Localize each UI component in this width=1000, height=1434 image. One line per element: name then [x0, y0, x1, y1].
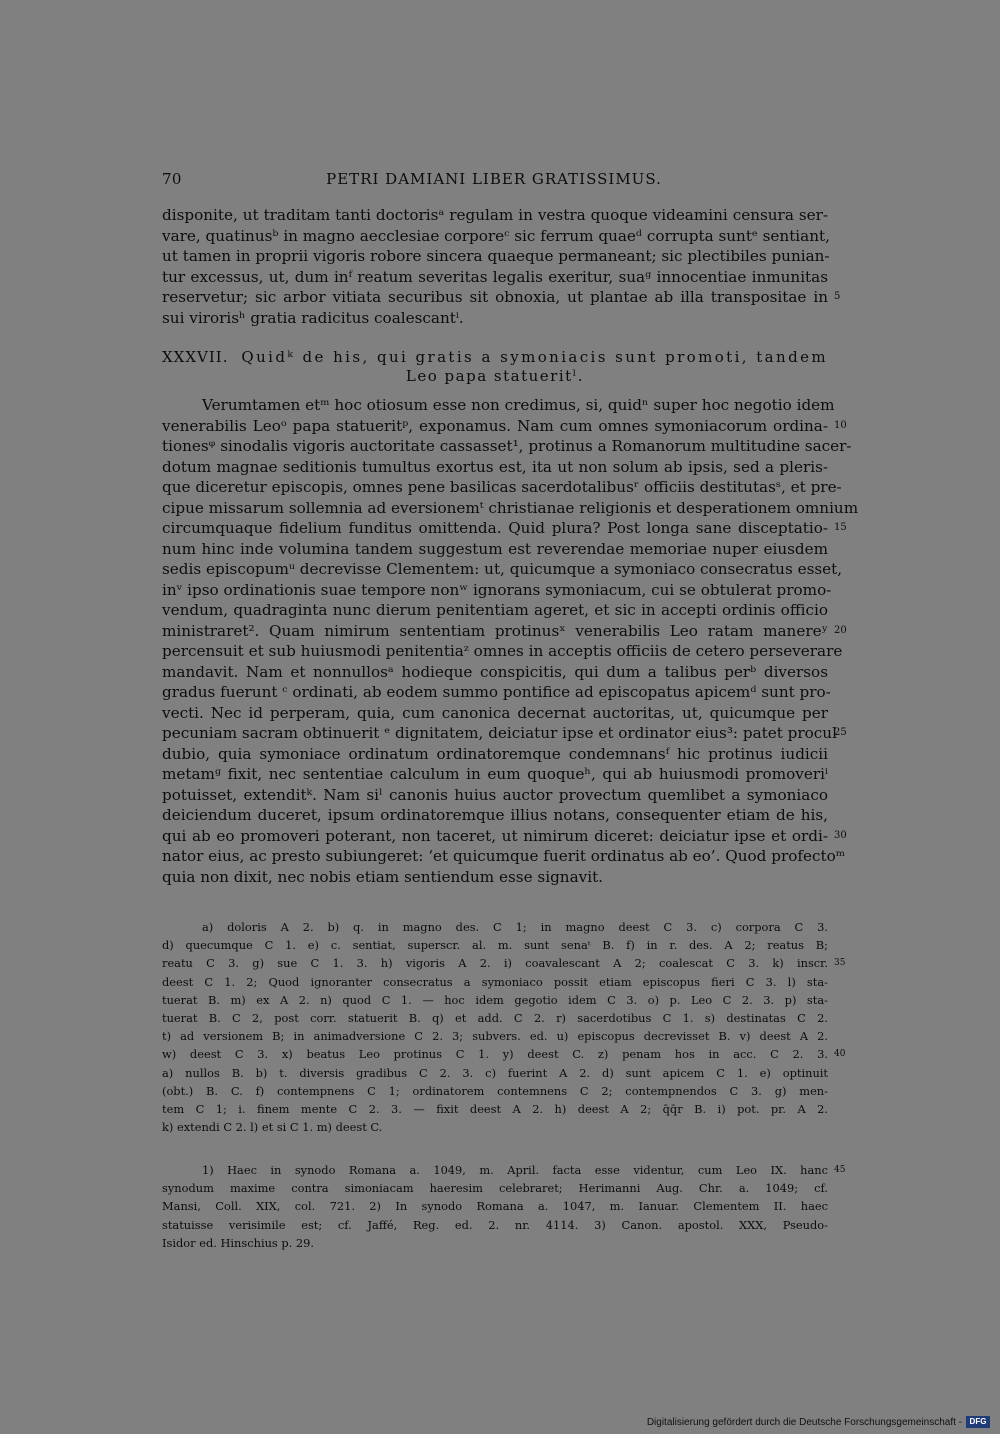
apparatus-line: [162, 1045, 846, 1063]
body-text-line-text: reservetur; sic arbor vitiata securibus sit obnoxia, ut plantae ab illa transpositae in: [162, 288, 828, 306]
body-text-line-text: venerabilis Leoᵒ papa statueritᵖ, exponamus. Nam cum omnes symoniacorum ordina-: [162, 416, 828, 435]
body-text-line: [162, 287, 841, 308]
apparatus-line: [162, 1009, 828, 1027]
line-number: 45: [834, 1165, 846, 1175]
line-number: 25: [834, 727, 847, 738]
credit-text: Digitalisierung gefördert durch die Deutsche Forschungsgemeinschaft -: [646, 1416, 962, 1428]
page-number: 70: [162, 170, 182, 188]
body-text-line: [162, 580, 832, 601]
apparatus-line-text: (obt.) B. C. f) contempnens C 1; ordinatorem contemnens C 2; contempnendos C 3. g) men-: [162, 1083, 828, 1098]
apparatus-line-text: k) extendi C 2. l) et si C 1. m) deest C.: [162, 1120, 383, 1135]
apparatus-line-text: a) nullos B. b) t. diversis gradibus C 2. 3. c) fuerint A 2. d) sunt apicem C 1. e) optinuit: [162, 1065, 828, 1080]
line-number: 30: [834, 829, 847, 841]
chapter-number: XXXVII.: [162, 348, 229, 366]
apparatus-line-text: tuerat B. m) ex A 2. n) quod C 1. — hoc idem gegotio idem C 3. o) p. Leo C 2. 3. p) sta-: [162, 992, 828, 1007]
chapter-title-line-1: Quidᵏ de his, qui gratis a symoniacis sunt promoti, tandem: [241, 348, 828, 366]
apparatus-line: [162, 991, 828, 1009]
line-number: 5: [834, 291, 841, 302]
body-text-line: [162, 703, 828, 724]
footnote-line-text: Isidor ed. Hinschius p. 29.: [162, 1235, 315, 1250]
body-text-line: [162, 682, 831, 703]
running-title: PETRI DAMIANI LIBER GRATISSIMUS.: [326, 170, 662, 188]
footnote-line-text: statuisse verisimile est; cf. Jaffé, Reg. ed. 2. nr. 4114. 3) Canon. apostol. XXX, Pseudo-: [162, 1217, 828, 1232]
footnote-line: [162, 1216, 828, 1234]
apparatus-line-text: tuerat B. C 2, post corr. statuerit B. q) et add. C 2. r) sacerdotibus C 1. s) destinatas C 2.: [162, 1010, 828, 1025]
body-text-line: [162, 764, 828, 785]
line-number: 35: [834, 958, 846, 969]
line-number: 10: [834, 419, 847, 431]
body-text-line: [162, 518, 847, 539]
body-text-line-text: tionesᵠ sinodalis vigoris auctoritate cassasset¹, protinus a Romanorum multitudine sacer-: [162, 437, 852, 455]
body-text-line: [162, 457, 828, 478]
apparatus-line: [162, 1027, 828, 1045]
apparatus-line-text: reatu C 3. g) sue C 1. 3. h) vigoris A 2. i) coavalescant A 2; coalescat C 3. k) inscr.: [162, 956, 828, 971]
body-text-line-text: disponite, ut traditam tanti doctorisᵃ regulam in vestra quoque videamini censura ser-: [162, 206, 828, 224]
apparatus-line-text: tem C 1; i. finem mente C 2. 3. — fixit deest A 2. h) deest A 2; q̄q̄r B. i) pot. pr. A 2.: [162, 1101, 828, 1116]
apparatus-line: [162, 1100, 828, 1118]
body-text-line: [162, 621, 847, 642]
body-text-line: [162, 539, 828, 560]
body-text-line: [162, 641, 843, 662]
body-text-line-text: percensuit et sub huiusmodi penitentiaᶻ omnes in acceptis officiis de cetero perseverare: [162, 642, 843, 660]
body-text-line: [162, 498, 859, 519]
body-text-line-text: Verumtamen etᵐ hoc otiosum esse non credimus, si, quidⁿ super hoc negotio idem: [202, 396, 835, 414]
chapter-heading: [162, 348, 828, 386]
body-text-line-text: mandavit. Nam et nonnullosᵃ hodieque conspicitis, qui dum a talibus perᵇ diversos: [162, 662, 828, 681]
chapter-title-line-2: Leo papa statueritˡ.: [405, 367, 585, 385]
body-text-line-text: pecuniam sacram obtinuerit ᵉ dignitatem, deiciatur ipse et ordinator eius³: patet procul: [162, 724, 837, 742]
body-text-line: [162, 826, 847, 847]
body-text-line: [162, 867, 828, 888]
dfg-logo: DFG: [966, 1416, 990, 1428]
body-text-line: [162, 246, 828, 267]
body-text-line-text: cipue missarum sollemnia ad eversionemᵗ christianae religionis et desperationem omnium: [162, 498, 859, 517]
body-text-line-text: deiciendum duceret, ipsum ordinatoremque illius notans, consequenter etiam de his,: [162, 806, 828, 824]
body-text-line-text: circumquaque fidelium funditus omittenda. Quid plura? Post longa sane disceptatio-: [162, 519, 828, 537]
body-text-line-text: nator eius, ac presto subiungeret: ‘et quicumque fuerit ordinatus ab eo’. Quod profectoᵐ: [162, 847, 846, 865]
body-text-line-text: dotum magnae seditionis tumultus exortus est, ita ut non solum ab ipsis, sed a pleris-: [162, 457, 828, 476]
apparatus-line: [162, 1064, 828, 1082]
line-number: 40: [834, 1049, 846, 1060]
body-text-line-text: sui virorisʰ gratia radicitus coalescantⁱ.: [162, 308, 464, 327]
body-text-line: [162, 805, 828, 826]
body-text-line-text: num hinc inde volumina tandem suggestum est reverendae memoriae nuper eiusdem: [162, 539, 828, 558]
apparatus-line-text: t) ad versionem B; in animadversione C 2. 3; subvers. ed. u) episcopus decrevisset B. v) deest A 2.: [162, 1029, 828, 1044]
digitization-credit: [647, 1415, 990, 1429]
body-text-line-text: vendum, quadraginta nunc dierum penitentiam ageret, et sic in accepti ordinis officio: [162, 601, 828, 619]
body-text-line: [162, 416, 847, 437]
line-number: 15: [834, 522, 847, 533]
apparatus-line: [162, 918, 828, 936]
body-text-line: [162, 559, 843, 580]
apparatus-line-text: a) doloris A 2. b) q. in magno des. C 1; in magno deest C 3. c) corpora C 3.: [202, 920, 828, 934]
paragraph-top: [162, 205, 841, 328]
body-text-line: [162, 308, 828, 329]
footnote-line-text: synodum maxime contra simoniacam haeresim celebraret; Herimanni Aug. Chr. a. 1049; cf.: [162, 1181, 828, 1196]
body-text-line: [162, 662, 828, 683]
body-text-line: [162, 600, 828, 621]
body-text-line: [162, 846, 846, 867]
body-text-line-text: sedis episcopumᵘ decrevisse Clementem: ut, quicumque a symoniaco consecratus esset,: [162, 560, 843, 578]
body-text-line-text: ministraret². Quam nimirum sententiam protinusˣ venerabilis Leo ratam manereʸ: [162, 621, 828, 640]
apparatus-line-text: d) quecumque C 1. e) c. sentiat, superscr. al. m. sunt senaᵗ B. f) in r. des. A 2; reatus B;: [162, 938, 828, 953]
apparatus-line: [162, 936, 828, 954]
footnote-line-text: Mansi, Coll. XIX, col. 721. 2) In synodo Romana a. 1047, m. Ianuar. Clementem II. haec: [162, 1199, 828, 1214]
body-text-line-text: vecti. Nec id perperam, quia, cum canonica decernat auctoritas, ut, quicumque per: [162, 703, 828, 722]
body-text-line: [162, 226, 828, 247]
critical-apparatus: [162, 918, 846, 1136]
body-text-line: [162, 785, 828, 806]
footnote-line: [162, 1161, 846, 1179]
apparatus-line: [162, 954, 846, 972]
apparatus-line-text: deest C 1. 2; Quod ignoranter consecratus a symoniaco possit etiam episcopus fieri C 3. l) sta-: [162, 974, 828, 989]
body-text-line-text: vare, quatinusᵇ in magno aecclesiae corporeᶜ sic ferrum quaeᵈ corrupta suntᵉ sentiant,: [162, 226, 830, 245]
body-text-line: [162, 267, 828, 288]
body-text-line: [162, 436, 852, 457]
apparatus-line: [162, 973, 828, 991]
line-number: 20: [834, 624, 847, 636]
body-text-line: [162, 395, 835, 416]
apparatus-line: [162, 1082, 828, 1100]
body-text-line-text: qui ab eo promoveri poterant, non taceret, ut nimirum diceret: deiciatur ipse et ordi-: [162, 826, 828, 845]
body-text-line-text: que diceretur episcopis, omnes pene basilicas sacerdotalibusʳ officiis destitutasˢ, et pre-: [162, 478, 842, 496]
body-text-line: [162, 205, 828, 226]
body-text-line: [162, 477, 842, 498]
footnote-line: [162, 1234, 828, 1252]
body-text-line-text: quia non dixit, nec nobis etiam sentiendum esse signavit.: [162, 867, 603, 886]
body-text-line: [162, 744, 828, 765]
paragraph-main: [162, 395, 859, 887]
footnote-line-text: 1) Haec in synodo Romana a. 1049, m. April. facta esse videntur, cum Leo IX. hanc: [202, 1163, 828, 1177]
body-text-line-text: dubio, quia symoniace ordinatum ordinatoremque condemnansᶠ hic protinus iudicii: [162, 744, 828, 763]
body-text-line: [162, 723, 847, 744]
page-header: [162, 170, 826, 192]
body-text-line-text: metamᵍ fixit, nec sententiae calculum in eum quoqueʰ, qui ab huiusmodi promoveriⁱ: [162, 765, 828, 783]
body-text-line-text: inᵛ ipso ordinationis suae tempore nonʷ ignorans symoniacum, cui se obtulerat promo-: [162, 580, 832, 599]
footnotes: [162, 1161, 846, 1252]
body-text-line-text: ut tamen in proprii vigoris robore sincera quaeque permaneant; sic plectibiles punian-: [162, 247, 830, 265]
body-text-line-text: gradus fuerunt ᶜ ordinati, ab eodem summo pontifice ad episcopatus apicemᵈ sunt pro-: [162, 683, 831, 701]
apparatus-line: [162, 1118, 828, 1136]
footnote-line: [162, 1197, 828, 1215]
apparatus-line-text: w) deest C 3. x) beatus Leo protinus C 1. y) deest C. z) penam hos in acc. C 2. 3.: [162, 1047, 828, 1062]
footnote-line: [162, 1179, 828, 1197]
body-text-line-text: tur excessus, ut, dum inᶠ reatum severitas legalis exeritur, suaᵍ innocentiae inmunitas: [162, 267, 828, 286]
body-text-line-text: potuisset, extenditᵏ. Nam siˡ canonis huius auctor provectum quemlibet a symoniaco: [162, 785, 828, 804]
